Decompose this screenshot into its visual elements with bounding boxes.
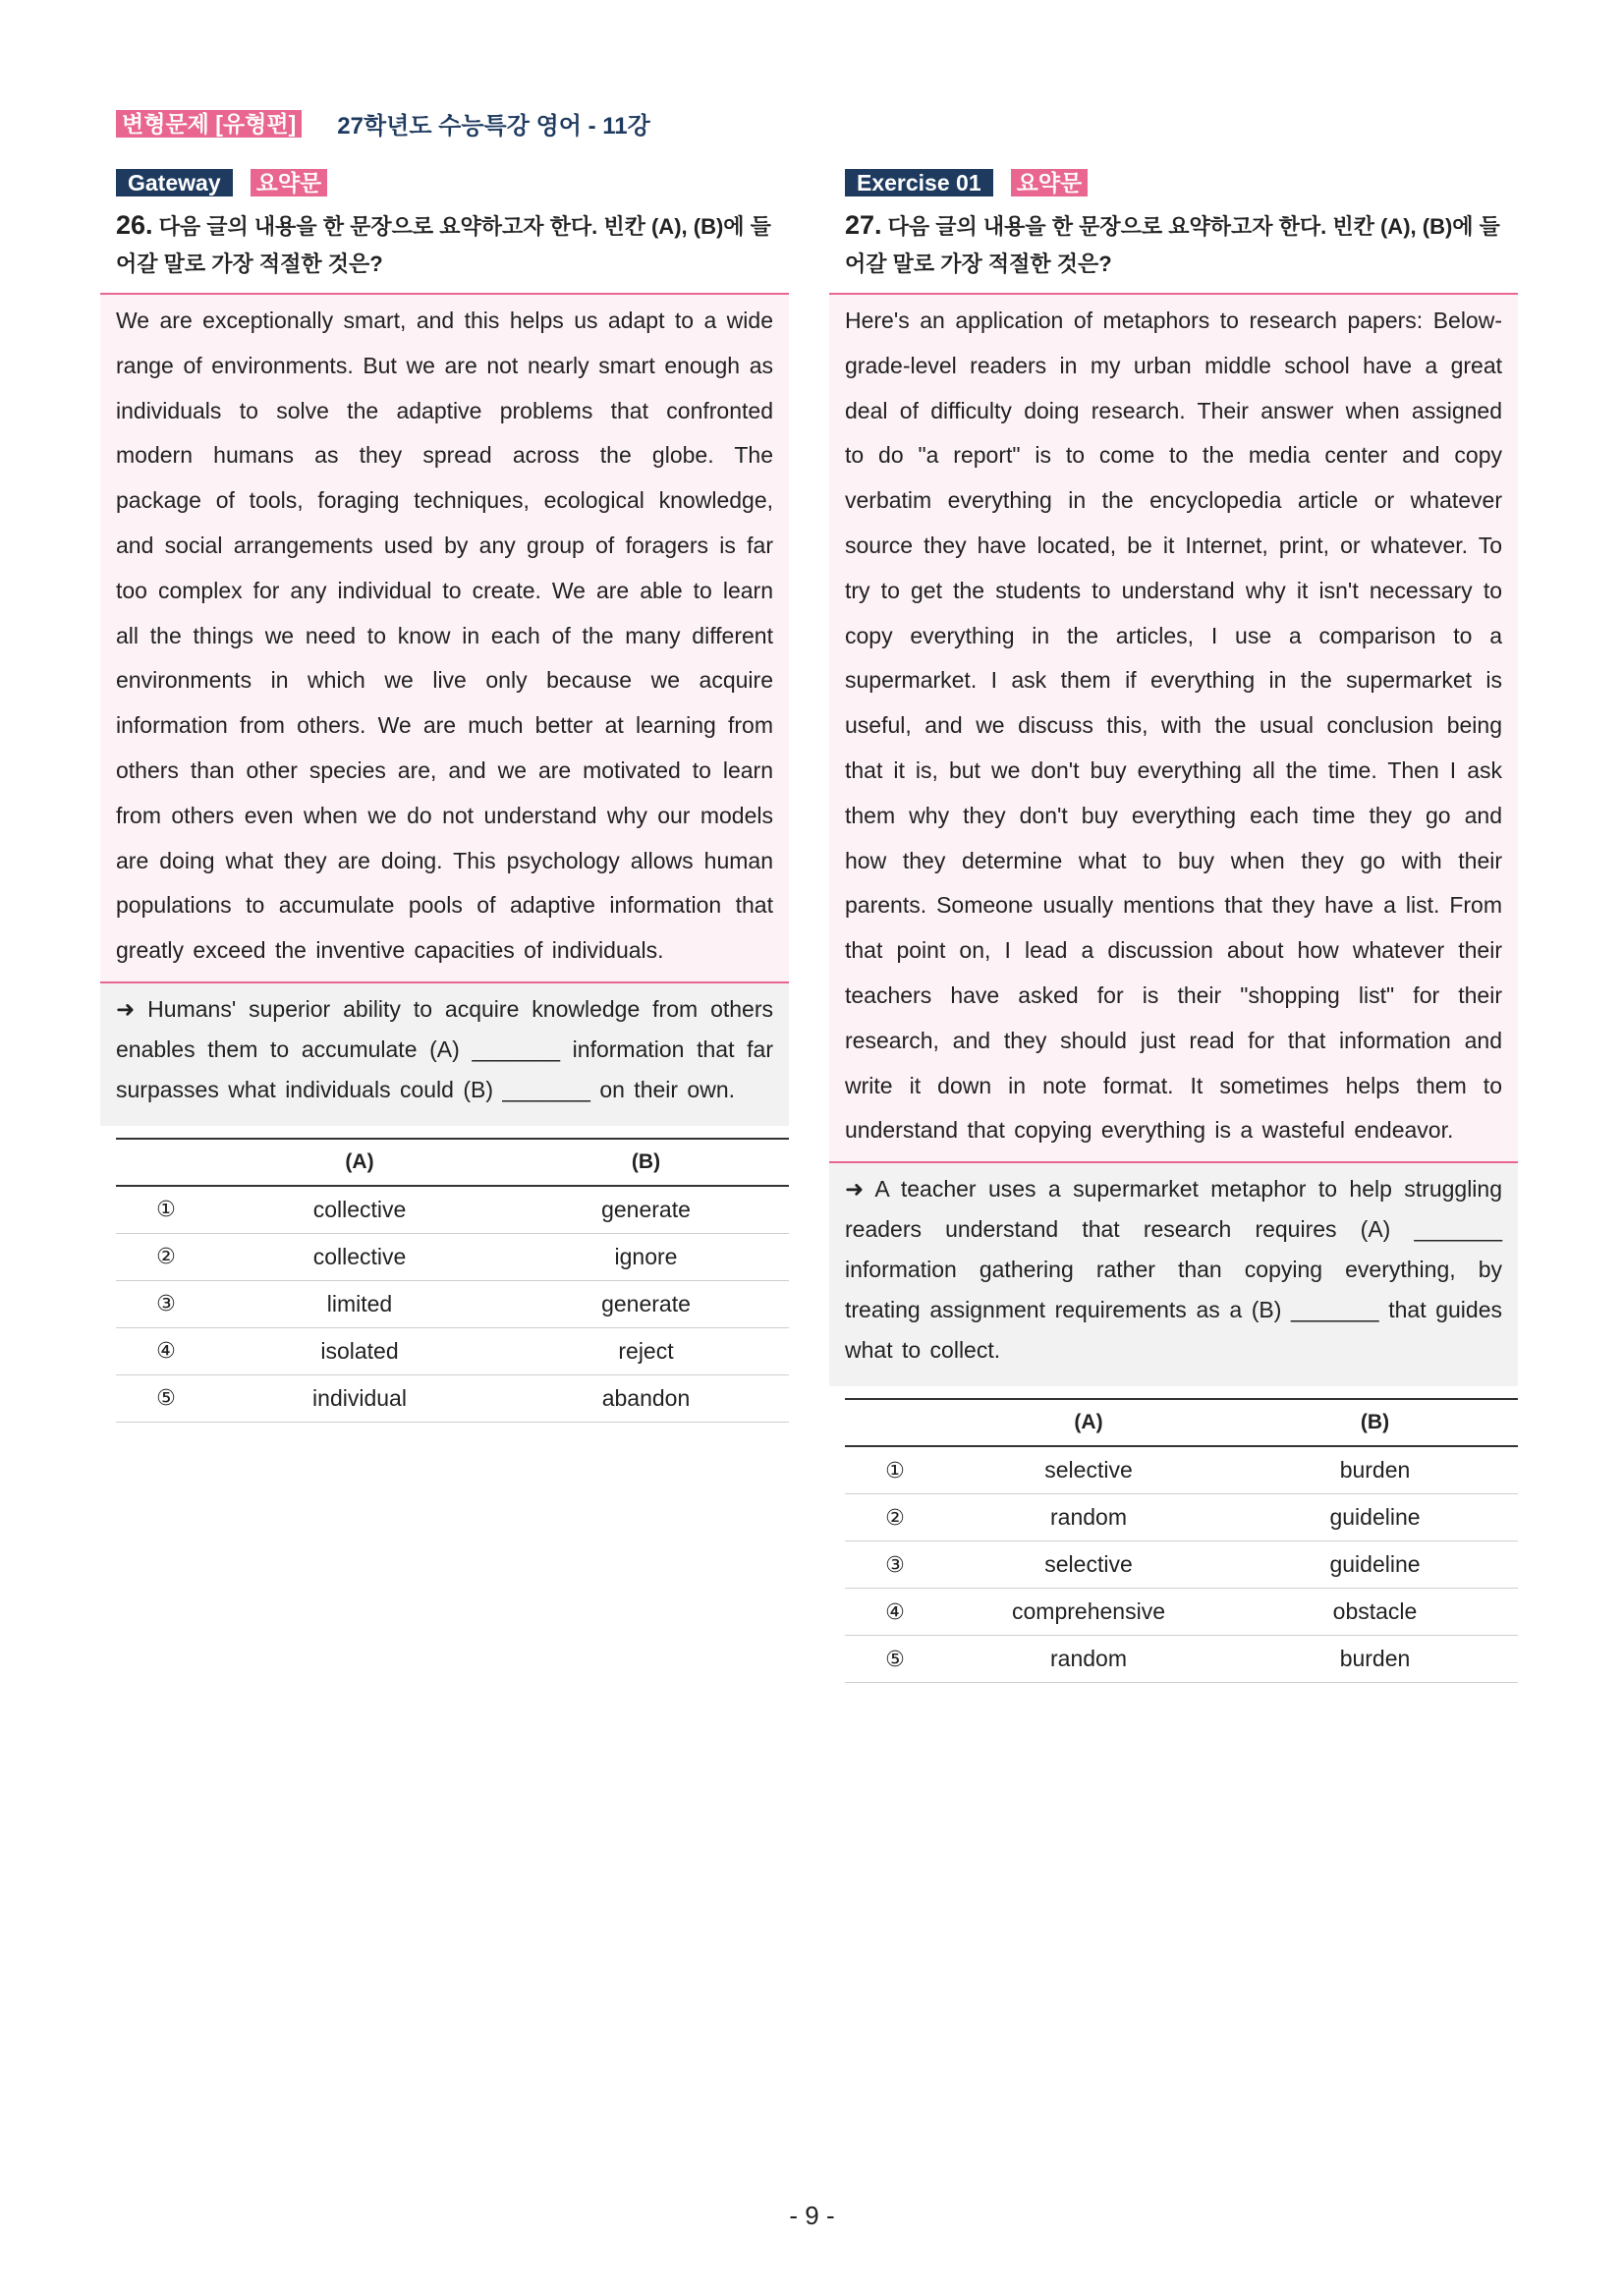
choice-number: ⑤ <box>116 1374 216 1422</box>
header-num <box>116 1139 216 1186</box>
choice-row[interactable] <box>845 1589 1518 1636</box>
page-number: - 9 - <box>789 2201 835 2230</box>
choice-b: burden <box>1232 1446 1518 1494</box>
choice-row[interactable] <box>845 1446 1518 1494</box>
choice-number: ① <box>116 1186 216 1234</box>
reading-passage: Here's an application of metaphors to research papers: Below-grade-level readers in my urban middle school have a great deal of difficulty doing research. Their answer when assigned to do "a report" is to come to the media center and copy verbatim everything in the encyclopedia article or whatever source they have located, be it Internet, print, or whatever. To try to get the students to understand why it isn't necessary to copy everything in the articles, I use a comparison to a supermarket. I ask them if everything in the supermarket is useful, and we discuss this, with the usual conclusion being that it is, but we don't buy everything all the time. Then I ask them why they don't buy everything each time they go and how they determine what to buy when they go with their parents. Someone usually mentions that they have a list. From that point on, I lead a discussion about how whatever their teachers have asked for is their "shopping list" for their research, and they should just read for that information and write it down in note format. It sometimes helps them to understand that copying everything is a wasteful endeavor. <box>829 293 1518 1163</box>
choice-b: guideline <box>1232 1494 1518 1541</box>
question-26-column <box>116 169 789 1423</box>
question-number: 27. <box>845 210 882 240</box>
choice-number: ① <box>845 1446 945 1494</box>
question-number: 26. <box>116 210 153 240</box>
reading-passage: We are exceptionally smart, and this helps us adapt to a wide range of environments. But we are not nearly smart enough as individuals to solve the adaptive problems that confronted modern humans as they spread across the globe. The package of tools, foraging techniques, ecological knowledge, and social arrangements used by any group of foragers is far too complex for any individual to create. We are able to learn all the things we need to know in each of the many different environments in which we live only because we acquire information from others. We are much better at learning from others than other species are, and we are motivated to learn from others even when we do not understand why our models are doing what they are doing. This psychology allows human populations to accumulate pools of adaptive information that greatly exceed the inventive capacities of individuals. <box>100 293 789 983</box>
type-tag: 요약문 <box>1011 169 1089 196</box>
question-text: 다음 글의 내용을 한 문장으로 요약하고자 한다. 빈칸 (A), (B)에 들어갈 말로 가장 적절한 것은? <box>116 214 771 276</box>
choice-a: isolated <box>216 1327 503 1374</box>
choice-b: obstacle <box>1232 1589 1518 1636</box>
choice-b: guideline <box>1232 1541 1518 1589</box>
question-tags <box>845 169 1518 196</box>
choice-row[interactable] <box>116 1186 789 1234</box>
header-b: (B) <box>1232 1399 1518 1446</box>
section-tag-exercise: Exercise 01 <box>845 169 993 196</box>
summary-sentence: ➜ A teacher uses a supermarket metaphor to help struggling readers understand that research requires (A) _______ information gathering rather than copying everything, by treating assignment requirements as a (B) _______ that guides what to collect. <box>829 1163 1518 1386</box>
choice-number: ③ <box>116 1280 216 1327</box>
table-header-row <box>845 1399 1518 1446</box>
choice-row[interactable] <box>845 1636 1518 1683</box>
choice-number: ⑤ <box>845 1636 945 1683</box>
choice-a: collective <box>216 1186 503 1234</box>
category-tag: 변형문제 [유형편] <box>116 110 302 138</box>
choice-row[interactable] <box>116 1233 789 1280</box>
choice-row[interactable] <box>845 1494 1518 1541</box>
choice-number: ② <box>116 1233 216 1280</box>
answer-choices-table <box>116 1138 789 1423</box>
summary-sentence: ➜ Humans' superior ability to acquire knowledge from others enables them to accumulate (A) _______ information that far surpasses what individuals could (B) _______ on their own. <box>100 983 789 1126</box>
choice-b: generate <box>503 1280 789 1327</box>
choice-b: generate <box>503 1186 789 1234</box>
question-tags <box>116 169 789 196</box>
question-prompt <box>116 206 789 283</box>
question-27-column <box>845 169 1518 1683</box>
choice-number: ② <box>845 1494 945 1541</box>
choice-number: ④ <box>845 1589 945 1636</box>
choice-a: random <box>945 1636 1232 1683</box>
choice-b: burden <box>1232 1636 1518 1683</box>
choice-row[interactable] <box>116 1280 789 1327</box>
header-a: (A) <box>216 1139 503 1186</box>
header-a: (A) <box>945 1399 1232 1446</box>
header-num <box>845 1399 945 1446</box>
choice-a: individual <box>216 1374 503 1422</box>
choice-a: comprehensive <box>945 1589 1232 1636</box>
choice-a: random <box>945 1494 1232 1541</box>
question-text: 다음 글의 내용을 한 문장으로 요약하고자 한다. 빈칸 (A), (B)에 들어갈 말로 가장 적절한 것은? <box>845 214 1500 276</box>
choice-a: limited <box>216 1280 503 1327</box>
page-header <box>116 106 650 140</box>
choice-row[interactable] <box>116 1327 789 1374</box>
page-title: 27학년도 수능특강 영어 - 11강 <box>337 113 650 140</box>
choice-a: collective <box>216 1233 503 1280</box>
question-prompt <box>845 206 1518 283</box>
choice-b: reject <box>503 1327 789 1374</box>
choice-number: ③ <box>845 1541 945 1589</box>
section-tag-gateway: Gateway <box>116 169 233 196</box>
type-tag: 요약문 <box>251 169 328 196</box>
choice-number: ④ <box>116 1327 216 1374</box>
header-b: (B) <box>503 1139 789 1186</box>
choice-row[interactable] <box>116 1374 789 1422</box>
answer-choices-table <box>845 1398 1518 1683</box>
choice-a: selective <box>945 1541 1232 1589</box>
choice-row[interactable] <box>845 1541 1518 1589</box>
choice-a: selective <box>945 1446 1232 1494</box>
table-header-row <box>116 1139 789 1186</box>
choice-b: ignore <box>503 1233 789 1280</box>
choice-b: abandon <box>503 1374 789 1422</box>
